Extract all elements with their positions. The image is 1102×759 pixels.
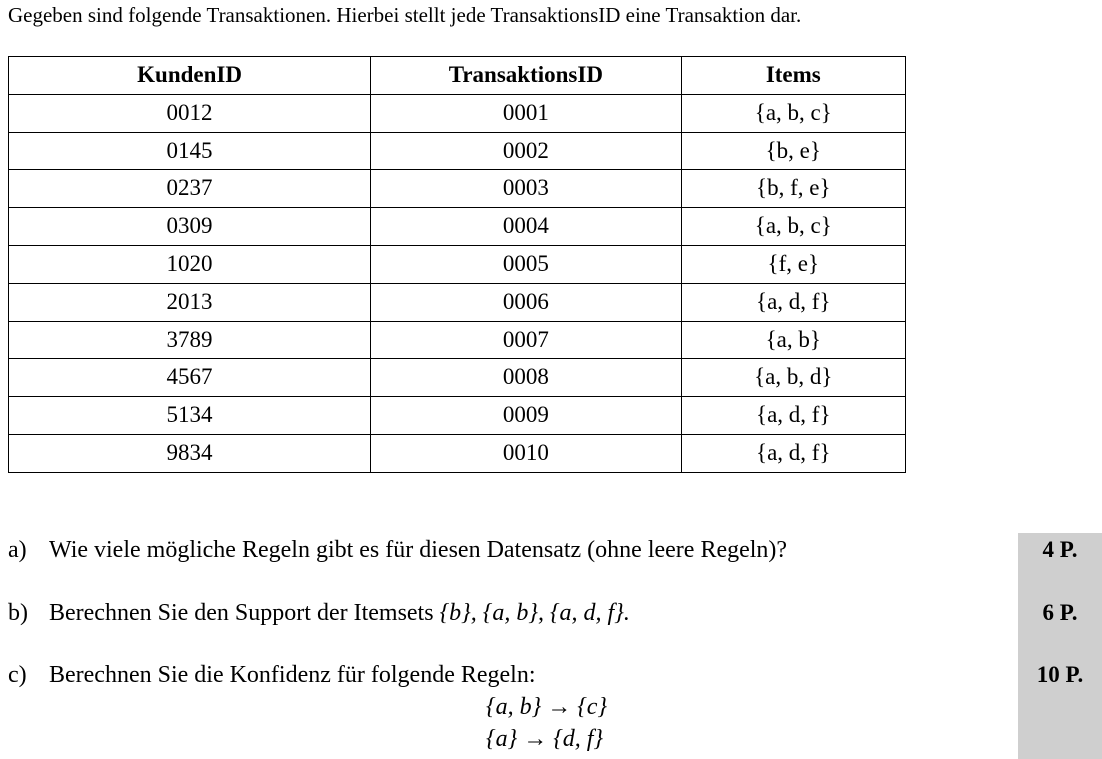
header-kundenid: KundenID	[9, 57, 371, 95]
cell-kundenid: 0145	[9, 132, 371, 170]
cell-kundenid: 9834	[9, 434, 371, 472]
points-column	[1018, 533, 1102, 759]
question-c	[8, 660, 536, 690]
cell-items: {a, d, f}	[681, 397, 905, 435]
table-row	[9, 208, 906, 246]
cell-items: {a, b, c}	[681, 208, 905, 246]
table-row	[9, 359, 906, 397]
header-transaktionsid: TransaktionsID	[371, 57, 681, 95]
cell-transaktionsid: 0006	[371, 283, 681, 321]
cell-kundenid: 0309	[9, 208, 371, 246]
cell-transaktionsid: 0005	[371, 245, 681, 283]
question-a-label: a)	[8, 537, 27, 563]
question-a-text: Wie viele mögliche Regeln gibt es für diesen Datensatz (ohne leere Regeln)?	[49, 537, 788, 563]
cell-items: {b, e}	[681, 132, 905, 170]
question-a	[8, 535, 787, 565]
points-b: 6 P.	[1042, 600, 1078, 625]
cell-kundenid: 0237	[9, 170, 371, 208]
table-row	[9, 283, 906, 321]
cell-transaktionsid: 0008	[371, 359, 681, 397]
question-b-itemsets: {b}, {a, b}, {a, d, f}.	[439, 600, 630, 626]
cell-kundenid: 3789	[9, 321, 371, 359]
cell-kundenid: 2013	[9, 283, 371, 321]
cell-kundenid: 1020	[9, 245, 371, 283]
cell-transaktionsid: 0010	[371, 434, 681, 472]
table-row	[9, 132, 906, 170]
cell-kundenid: 5134	[9, 397, 371, 435]
cell-items: {a, b, c}	[681, 94, 905, 132]
cell-kundenid: 4567	[9, 359, 371, 397]
cell-items: {b, f, e}	[681, 170, 905, 208]
cell-kundenid: 0012	[9, 94, 371, 132]
cell-items: {a, d, f}	[681, 283, 905, 321]
cell-items: {a, b}	[681, 321, 905, 359]
points-c: 10 P.	[1036, 662, 1084, 687]
question-c-text: Berechnen Sie die Konfidenz für folgende Regeln:	[49, 662, 536, 688]
transactions-table	[8, 56, 906, 473]
rule-2: {a} → {d, f}	[486, 726, 604, 752]
cell-transaktionsid: 0003	[371, 170, 681, 208]
table-row	[9, 94, 906, 132]
cell-transaktionsid: 0004	[371, 208, 681, 246]
points-a: 4 P.	[1042, 537, 1078, 562]
question-b-text: Berechnen Sie den Support der Itemsets	[49, 600, 434, 626]
table-row	[9, 434, 906, 472]
cell-items: {f, e}	[681, 245, 905, 283]
cell-transaktionsid: 0001	[371, 94, 681, 132]
table-row	[9, 397, 906, 435]
table-header-row	[9, 57, 906, 95]
table-row	[9, 170, 906, 208]
rule-1: {a, b} → {c}	[486, 694, 608, 720]
cell-items: {a, b, d}	[681, 359, 905, 397]
cell-transaktionsid: 0007	[371, 321, 681, 359]
cell-items: {a, d, f}	[681, 434, 905, 472]
question-b	[8, 598, 630, 628]
intro-text: Gegeben sind folgende Transaktionen. Hierbei stellt jede TransaktionsID eine Transaktion dar.	[8, 3, 802, 27]
question-b-label: b)	[8, 600, 28, 626]
table-row	[9, 245, 906, 283]
cell-transaktionsid: 0009	[371, 397, 681, 435]
table-row	[9, 321, 906, 359]
header-items: Items	[681, 57, 905, 95]
cell-transaktionsid: 0002	[371, 132, 681, 170]
question-c-label: c)	[8, 662, 27, 688]
